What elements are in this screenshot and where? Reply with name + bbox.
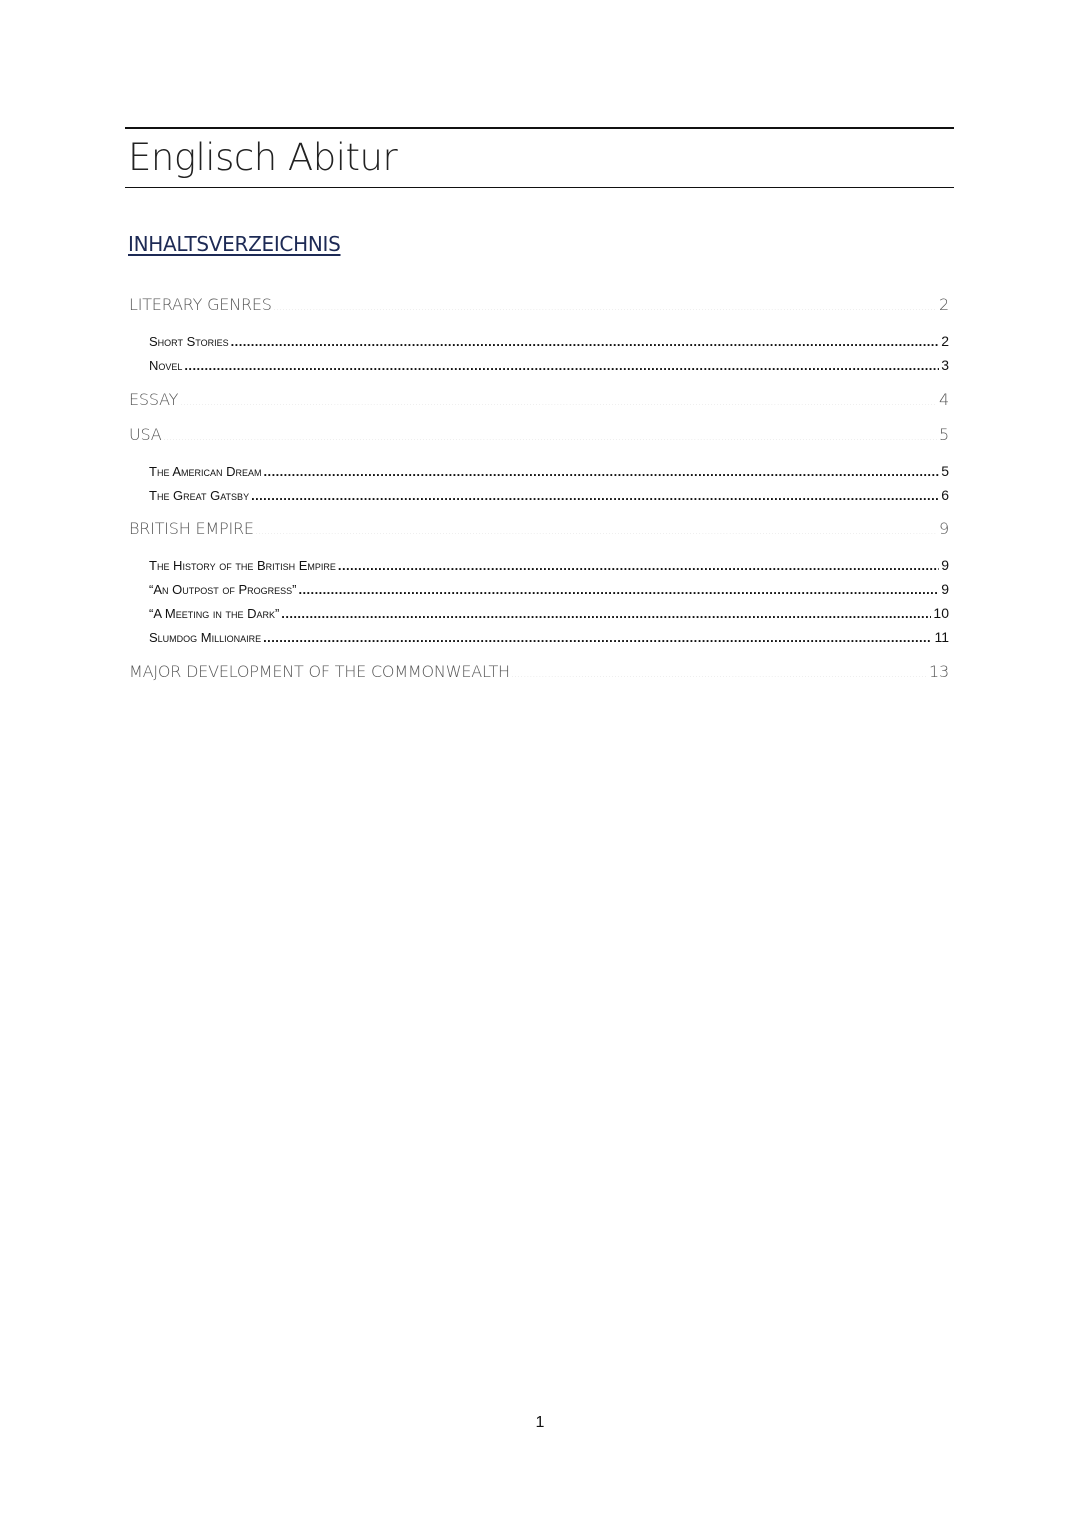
toc-entry-page: 5 bbox=[941, 463, 949, 479]
dot-leader bbox=[184, 358, 939, 373]
toc-entry-page: 9 bbox=[941, 557, 949, 573]
toc-entry-page: 11 bbox=[934, 629, 949, 645]
toc-entry-page: 3 bbox=[941, 357, 949, 373]
dot-leader bbox=[281, 606, 931, 621]
toc-entry-short-stories[interactable] bbox=[149, 333, 949, 349]
dot-leader bbox=[180, 400, 937, 407]
toc-entry-label: The Great Gatsby bbox=[149, 488, 250, 503]
dot-leader bbox=[274, 305, 937, 312]
toc-entry-label: Slumdog Millionaire bbox=[149, 630, 262, 645]
toc-entry-great-gatsby[interactable] bbox=[149, 487, 949, 503]
toc-entry-label: Short Stories bbox=[149, 334, 229, 349]
toc-entry-page: 2 bbox=[939, 295, 949, 314]
dot-leader bbox=[164, 435, 938, 442]
toc-entry-label: Novel bbox=[149, 358, 183, 373]
page-number: 1 bbox=[535, 1414, 545, 1431]
toc-heading: INHALTSVERZEICHNIS bbox=[128, 232, 341, 256]
toc-entry-page: 9 bbox=[941, 581, 949, 597]
toc-entry-commonwealth[interactable] bbox=[129, 662, 949, 681]
dot-leader bbox=[298, 582, 939, 597]
dot-leader bbox=[263, 630, 932, 645]
toc-entry-page: 5 bbox=[939, 425, 949, 444]
toc-entry-label: ESSAY bbox=[129, 390, 179, 409]
toc-entry-meeting-in-the-dark[interactable] bbox=[149, 605, 949, 621]
toc-entry-page: 2 bbox=[941, 333, 949, 349]
toc-entry-usa[interactable] bbox=[129, 425, 949, 444]
toc-entry-novel[interactable] bbox=[149, 357, 949, 373]
toc-entry-history-british-empire[interactable] bbox=[149, 557, 949, 573]
toc-entry-page: 6 bbox=[941, 487, 949, 503]
toc-entry-essay[interactable] bbox=[129, 390, 949, 409]
dot-leader bbox=[512, 672, 927, 679]
toc-entry-label: LITERARY GENRES bbox=[129, 295, 272, 314]
toc-entry-page: 10 bbox=[933, 605, 949, 621]
document-title: Englisch Abitur bbox=[128, 136, 398, 179]
toc-entry-page: 13 bbox=[929, 662, 949, 681]
toc-entry-label: “A Meeting in the Dark” bbox=[149, 606, 280, 621]
toc-entry-label: MAJOR DEVELOPMENT OF THE COMMONWEALTH bbox=[129, 662, 510, 681]
toc-entry-label: “An Outpost of Progress” bbox=[149, 582, 297, 597]
dot-leader bbox=[338, 558, 939, 573]
toc-entry-page: 9 bbox=[939, 519, 949, 538]
toc-entry-label: BRITISH EMPIRE bbox=[129, 519, 254, 538]
dot-leader bbox=[251, 488, 939, 503]
toc-entry-label: The American Dream bbox=[149, 464, 262, 479]
toc-entry-slumdog-millionaire[interactable] bbox=[149, 629, 949, 645]
toc-entry-label: USA bbox=[129, 425, 162, 444]
toc-entry-outpost-of-progress[interactable] bbox=[149, 581, 949, 597]
toc-entry-american-dream[interactable] bbox=[149, 463, 949, 479]
dot-leader bbox=[264, 464, 940, 479]
toc-entry-page: 4 bbox=[939, 390, 949, 409]
toc-entry-label: The History of the British Empire bbox=[149, 558, 336, 573]
dot-leader bbox=[256, 529, 937, 536]
toc-entry-literary-genres[interactable] bbox=[129, 295, 949, 314]
dot-leader bbox=[231, 334, 940, 349]
toc-entry-british-empire[interactable] bbox=[129, 519, 949, 538]
